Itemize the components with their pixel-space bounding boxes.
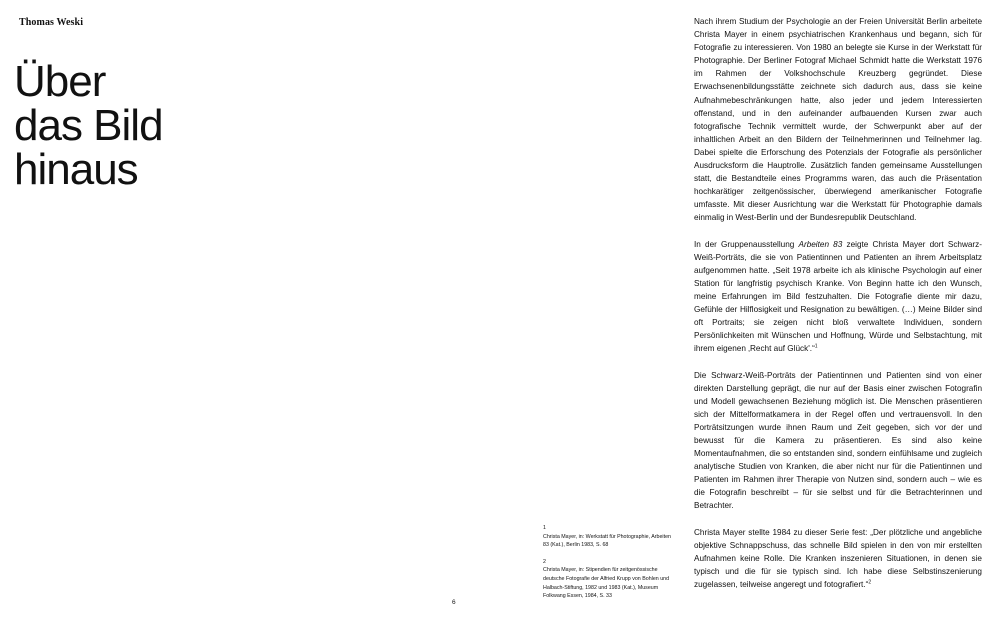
- author-name: Thomas Weski: [19, 17, 84, 28]
- paragraph: [694, 238, 982, 356]
- footnotes: [543, 524, 673, 609]
- paragraph-text: Christa Mayer stellte 1984 zu dieser Serie fest: „Der plötzliche und angebliche objektive Schnappschuss, das schnelle Bild spielen in den von mir erstellten Aufnahmen keine Rolle. Die Kranken inszenieren Situationen, in denen sie typisch und die für sie typisch sind. Ich habe diese Selbstinszenierung zugelassen, teilweise angeregt und fotografiert.“: [694, 527, 982, 590]
- exhibition-title: Arbeiten 83: [798, 239, 843, 249]
- page-number: 6: [452, 599, 456, 606]
- title-line: Über: [14, 57, 106, 106]
- footnote-reference[interactable]: 2: [868, 579, 872, 586]
- paragraph-text: zeigte Christa Mayer dort Schwarz-Weiß-Porträts, die sie von Patientinnen und Patienten an ihrem Arbeitsplatz aufgenommen hatte. „Seit 1978 arbeite ich als klinische Psychologin auf einer Station für langfristig psychisch Kranke. Von Beginn hatte ich den Wunsch, meine Erfahrungen im Bild festzuhalten. Die Fotografie diente mir dazu, Gefühle der Hilflosigkeit und Resignation zu bewältigen. (…) Meine Bilder sind oft Portraits; sie zeigen nicht bloß verwaltete Individuen, sondern Persönlichkeiten mit Wünschen und Hoffnung, Würde und Selbstachtung, mit ihrem eigenen ‚Recht auf Glück'.“: [694, 239, 982, 354]
- paragraph-text: In der Gruppenausstellung: [694, 239, 799, 249]
- footnote-text: Christa Mayer, in: Werkstatt für Photographie, Arbeiten 83 (Kat.), Berlin 1983, S. 68: [543, 533, 671, 549]
- title-line: das Bild: [14, 101, 163, 150]
- paragraph: [694, 526, 982, 591]
- footnote-text: Christa Mayer, in: Stipendien für zeitgenössische deutsche Fotografie der Alfried Krupp von Bohlen und Halbach-Stiftung, 1982 und 1983 (Kat.), Museum Folkwang Essen, 1984, S. 33: [543, 567, 670, 600]
- footnote: [543, 524, 673, 550]
- paragraph: Die Schwarz-Weiß-Porträts der Patientinnen und Patienten sind von einer direkten Darstellung geprägt, die nur auf der Basis einer zwischen Fotografin und Modell gewachsenen Beziehung möglich ist. Die Menschen präsentieren sich der Mittelformatkamera in der Regel offen und vertrauensvoll. In den Porträtsitzungen wurde ihnen Raum und Zeit gegeben, sich vor der und bewusst für die Kamera zu präsentieren. Es sind also keine Momentaufnahmen, die so entstanden sind, sondern einfühlsame und zugleich analytische Studien von Kranken, die aber nicht nur für die Patientinnen und Patienten im Rahmen ihrer Therapie von Nutzen sind, sondern auch – wie es die Fotografin beschreibt – für sie selbst und für die Betrachterinnen und Betrachter.: [694, 370, 982, 511]
- footnote-number: 1: [543, 525, 546, 531]
- page-title: [14, 57, 163, 194]
- footnote: [543, 558, 673, 601]
- footnote-reference[interactable]: 1: [814, 343, 818, 350]
- footnote-number: 2: [543, 558, 546, 565]
- paragraph: Nach ihrem Studium der Psychologie an der Freien Universität Berlin arbeitete Christa Mayer in einem psychiatrischen Krankenhaus und begann, sich für Fotografie zu interessieren. Von 1980 an belegte sie Kurse in der Werkstatt für Photographie. Der Berliner Fotograf Michael Schmidt hatte die Werkstatt 1976 im Rahmen der Volkshochschule Kreuzberg gegründet. Diese Erwachsenenbildungsstätte zeichnete sich dadurch aus, dass sie keine Aufnahmebeschränkungen hatte, also jeder und jedem Interessierten offenstand, und in den aufeinander aufbauenden Kursen zwar auch fotografische Technik vermittelt wurde, der Schwerpunkt aber auf der inhaltlichen Arbeit an den Bildern der Teilnehmerinnen und Teilnehmer lag. Dabei spielte die Erforschung des Potenzials der Fotografie als persönlicher Ausdrucksform die Hauptrolle. Zusätzlich fanden gemeinsame Ausstellungen statt, die Bestandteile eines Programms waren, das auch die Präsentation hochkarätiger zeitgenössischer, überwiegend amerikanischer Fotografie umfasste. Mit dieser Ausrichtung war die Werkstatt für Photographie damals einmalig in West-Berlin und der Bundesrepublik Deutschland.: [694, 17, 982, 223]
- title-line: hinaus: [14, 145, 138, 194]
- body-text: [694, 15, 982, 591]
